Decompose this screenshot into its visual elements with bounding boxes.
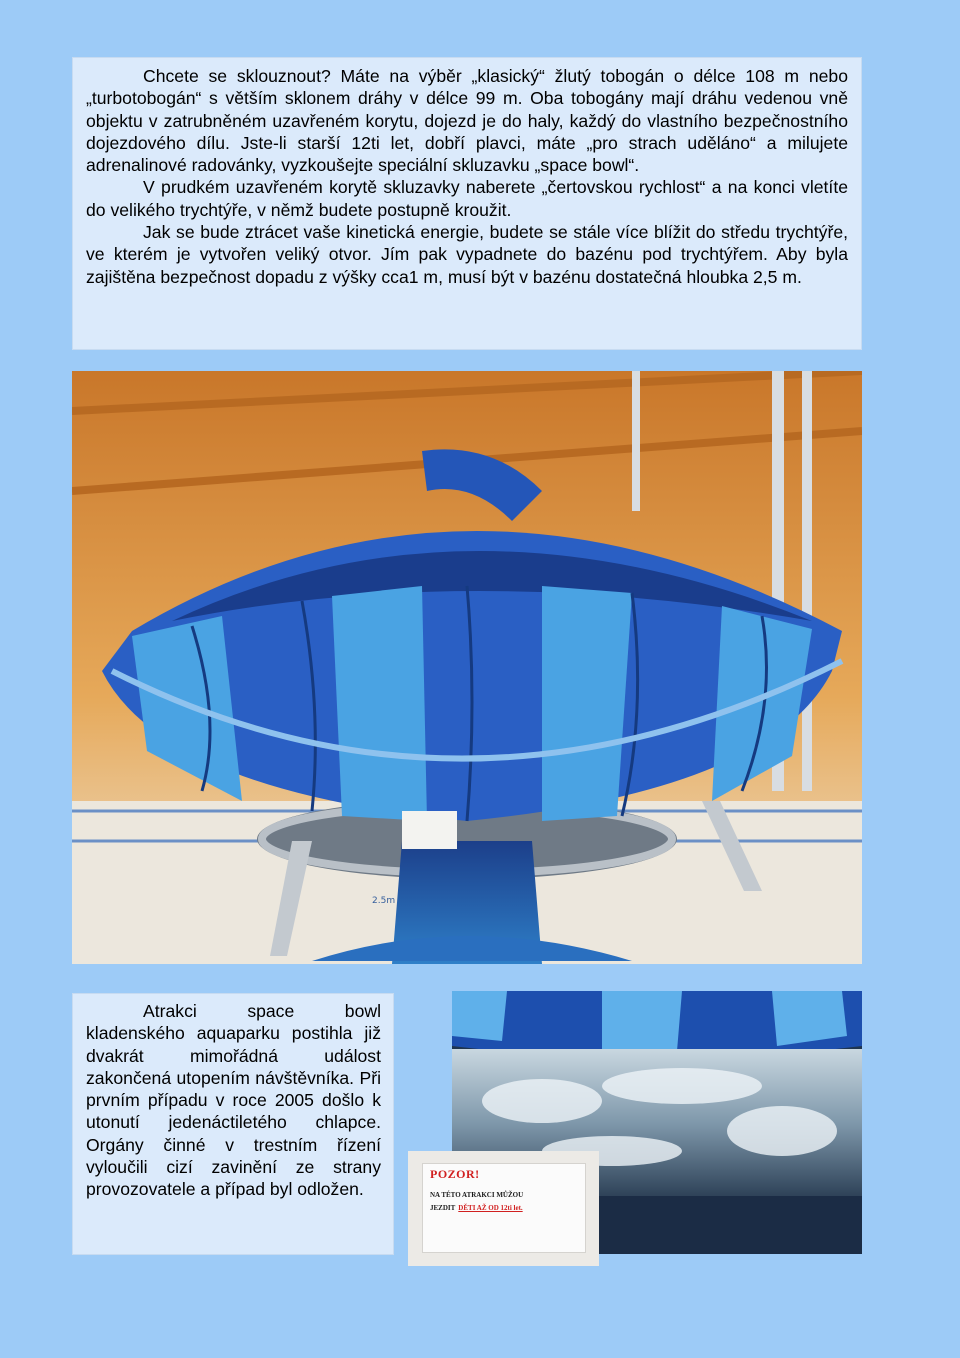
warning-sign-line2-highlight: DĚTI AŽ OD 12ti let.	[458, 1204, 523, 1212]
warning-sign-line1: NA TÉTO ATRAKCI MŮŽOU	[430, 1191, 524, 1199]
depth-mark: 2.5m	[372, 896, 396, 906]
warning-sign-photo	[408, 1151, 599, 1266]
intro-text-box	[72, 57, 862, 350]
intro-paragraph-1: Chcete se sklouznout? Máte na výběr „klasický“ žlutý tobogán o délce 108 m nebo „turbotobogán“ s větším sklonem dráhy v délce 99 m. Oba tobogány mají dráhu vedenou vně objektu v zatrubněném uzavřeném korytu, dojezd je do haly, každý do vlastního bezpečnostního dojezdového dílu. Jste-li starší 12ti let, dobří plavci, máte „pro strach uděláno“ a milujete adrenalinové radovánky, vyzkoušejte speciální skluzavku „space bowl“.	[86, 66, 848, 176]
warning-sign-line2	[430, 1204, 523, 1212]
accident-note-box	[72, 993, 394, 1255]
warning-sign-title: POZOR!	[430, 1167, 480, 1181]
accident-note-text: Atrakci space bowl kladenského aquaparku postihla již dvakrát mimořádná událost zakončená utopením návštěvníka. Při prvním případu v roce 2005 došlo k utonutí jedenáctiletého chlapce. Orgány činné v trestním řízení vyloučili cizí zavinění ze strany provozovatele a případ byl odložen.	[86, 1001, 381, 1200]
warning-sign-line2-prefix: JEZDIT	[430, 1204, 456, 1212]
space-bowl-photo	[72, 371, 862, 964]
intro-paragraph-3: Jak se bude ztrácet vaše kinetická energie, budete se stále více blížit do středu trychtýře, ve kterém je vytvořen veliký otvor. Jím pak vypadnete do bazénu pod trychtýřem. Aby byla zajištěna bezpečnost dopadu z výšky cca1 m, musí být v bazénu dostatečná hloubka 2,5 m.	[86, 222, 848, 287]
intro-paragraph-2: V prudkém uzavřeném korytě skluzavky naberete „čertovskou rychlost“ a na konci vletíte do velikého trychtýře, v němž budete postupně kroužit.	[86, 177, 848, 220]
